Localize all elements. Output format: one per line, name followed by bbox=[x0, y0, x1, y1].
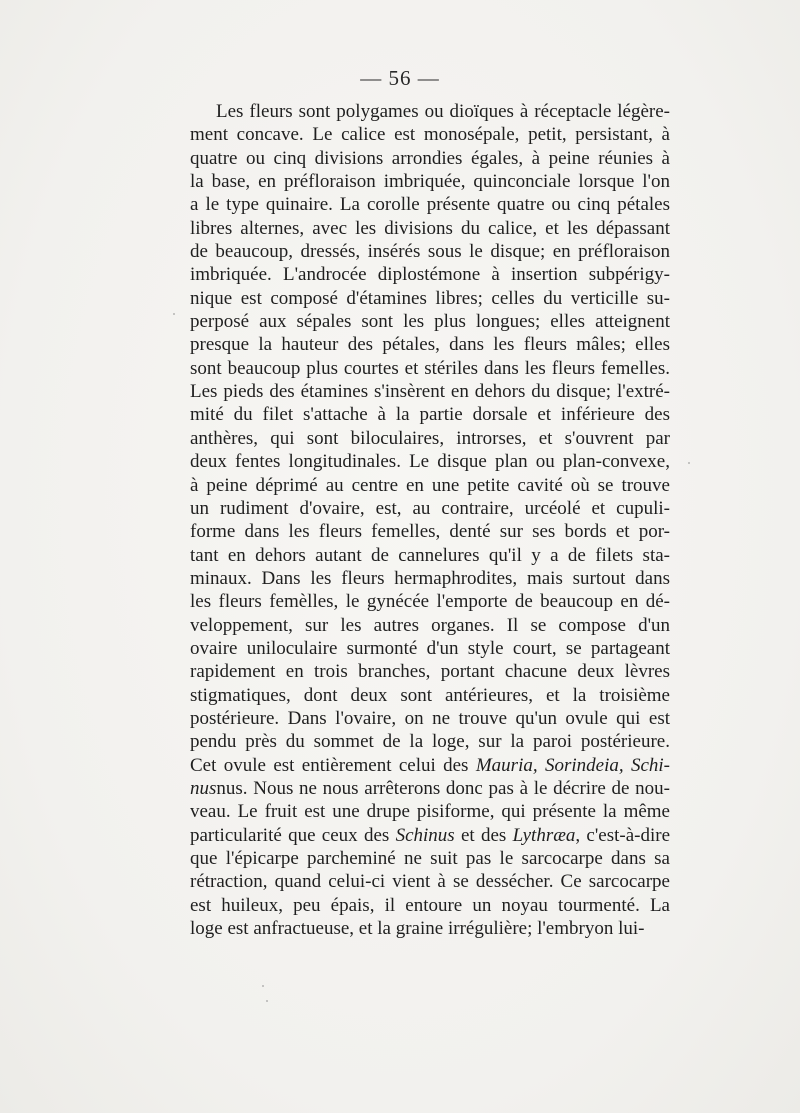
text-line: tant en dehors autant de cannelures qu'il y a de filets sta- bbox=[190, 544, 670, 566]
text-line: les fleurs femèlles, le gynécée l'emporte de beaucoup en dé- bbox=[190, 591, 670, 613]
text-line: minaux. Dans les fleurs hermaphrodites, mais surtout dans bbox=[190, 567, 670, 589]
text-line-part: , c'est-à-dire bbox=[575, 824, 671, 846]
text-line: veloppement, sur les autres organes. Il se compose d'un bbox=[190, 614, 670, 636]
text-line: de beaucoup, dressés, insérés sous le disque; en préfloraison bbox=[190, 241, 670, 263]
text-line: rapidement en trois branches, portant chacune deux lèvres bbox=[190, 661, 670, 683]
text-line: libres alternes, avec les divisions du calice, et les dépassant bbox=[190, 217, 670, 239]
body-text bbox=[190, 100, 670, 940]
page-number: — 56 — bbox=[360, 66, 440, 90]
text-line: que l'épicarpe parcheminé ne suit pas le sarcocarpe dans sa bbox=[190, 848, 670, 869]
italic-taxa: nus bbox=[190, 777, 217, 799]
text-line: un rudiment d'ovaire, est, au contraire, urcéolé et cupuli- bbox=[190, 497, 670, 519]
text-line-part: Cet ovule est entièrement celui des bbox=[190, 754, 469, 776]
text-line bbox=[190, 824, 670, 847]
text-line: sont beaucoup plus courtes et stériles dans les fleurs femelles. bbox=[190, 357, 670, 379]
text-line bbox=[190, 754, 670, 777]
paper-speck bbox=[688, 462, 690, 464]
italic-taxa: Lythræa bbox=[512, 824, 576, 846]
italic-taxa: Schinus bbox=[395, 824, 455, 846]
text-line: forme dans les fleurs femelles, denté sur ses bords et por- bbox=[190, 521, 670, 543]
text-line: perposé aux sépales sont les plus longues; elles atteignent bbox=[190, 311, 670, 333]
paper-speck bbox=[173, 313, 175, 315]
text-line: loge est anfractueuse, et la graine irrégulière; l'embryon lui- bbox=[190, 918, 645, 940]
text-line: Les fleurs sont polygames ou dioïques à réceptacle légère- bbox=[216, 101, 670, 122]
text-line: ment concave. Le calice est monosépale, petit, persistant, à bbox=[190, 124, 670, 146]
text-line: postérieure. Dans l'ovaire, on ne trouve qu'un ovule qui est bbox=[190, 707, 670, 729]
paper-speck bbox=[266, 1000, 268, 1002]
text-line: la base, en préfloraison imbriquée, quinconciale lorsque l'on bbox=[190, 171, 670, 193]
paper-speck bbox=[262, 985, 264, 987]
text-line: presque la hauteur des pétales, dans les fleurs mâles; elles bbox=[190, 334, 670, 356]
text-line: a le type quinaire. La corolle présente quatre ou cinq pétales bbox=[190, 194, 670, 216]
text-line: stigmatiques, dont deux sont antérieures, et la troisième bbox=[190, 684, 670, 706]
text-line: veau. Le fruit est une drupe pisiforme, qui présente la même bbox=[190, 801, 670, 823]
text-line: pendu près du sommet de la loge, sur la paroi postérieure. bbox=[190, 731, 670, 753]
text-line: ovaire uniloculaire surmonté d'un style court, se partageant bbox=[190, 637, 670, 659]
text-line: anthères, qui sont biloculaires, introrses, et s'ouvrent par bbox=[190, 427, 670, 449]
text-line: est huileux, peu épais, il entoure un noyau tourmenté. La bbox=[190, 894, 670, 916]
text-line: nique est composé d'étamines libres; celles du verticille su- bbox=[190, 287, 670, 309]
text-line-part: nus. Nous ne nous arrêterons donc pas à le décrire de nou- bbox=[216, 777, 670, 799]
text-line: quatre ou cinq divisions arrondies égales, à peine réunies à bbox=[190, 147, 670, 169]
text-line: rétraction, quand celui-ci vient à se dessécher. Ce sarcocarpe bbox=[190, 871, 670, 893]
italic-taxa: Mauria, Sorindeia, Schi- bbox=[475, 754, 670, 776]
text-line bbox=[190, 777, 670, 800]
text-line-part: particularité que ceux des bbox=[190, 824, 390, 846]
text-line: à peine déprimé au centre en une petite cavité où se trouve bbox=[190, 474, 670, 496]
text-line: Les pieds des étamines s'insèrent en dehors du disque; l'extré- bbox=[190, 381, 670, 403]
text-line: mité du filet s'attache à la partie dorsale et inférieure des bbox=[190, 404, 670, 426]
text-line-part: et des bbox=[460, 824, 507, 846]
text-line: deux fentes longitudinales. Le disque plan ou plan-convexe, bbox=[190, 451, 670, 473]
text-line: imbriquée. L'androcée diplostémone à insertion subpérigy- bbox=[190, 264, 670, 286]
